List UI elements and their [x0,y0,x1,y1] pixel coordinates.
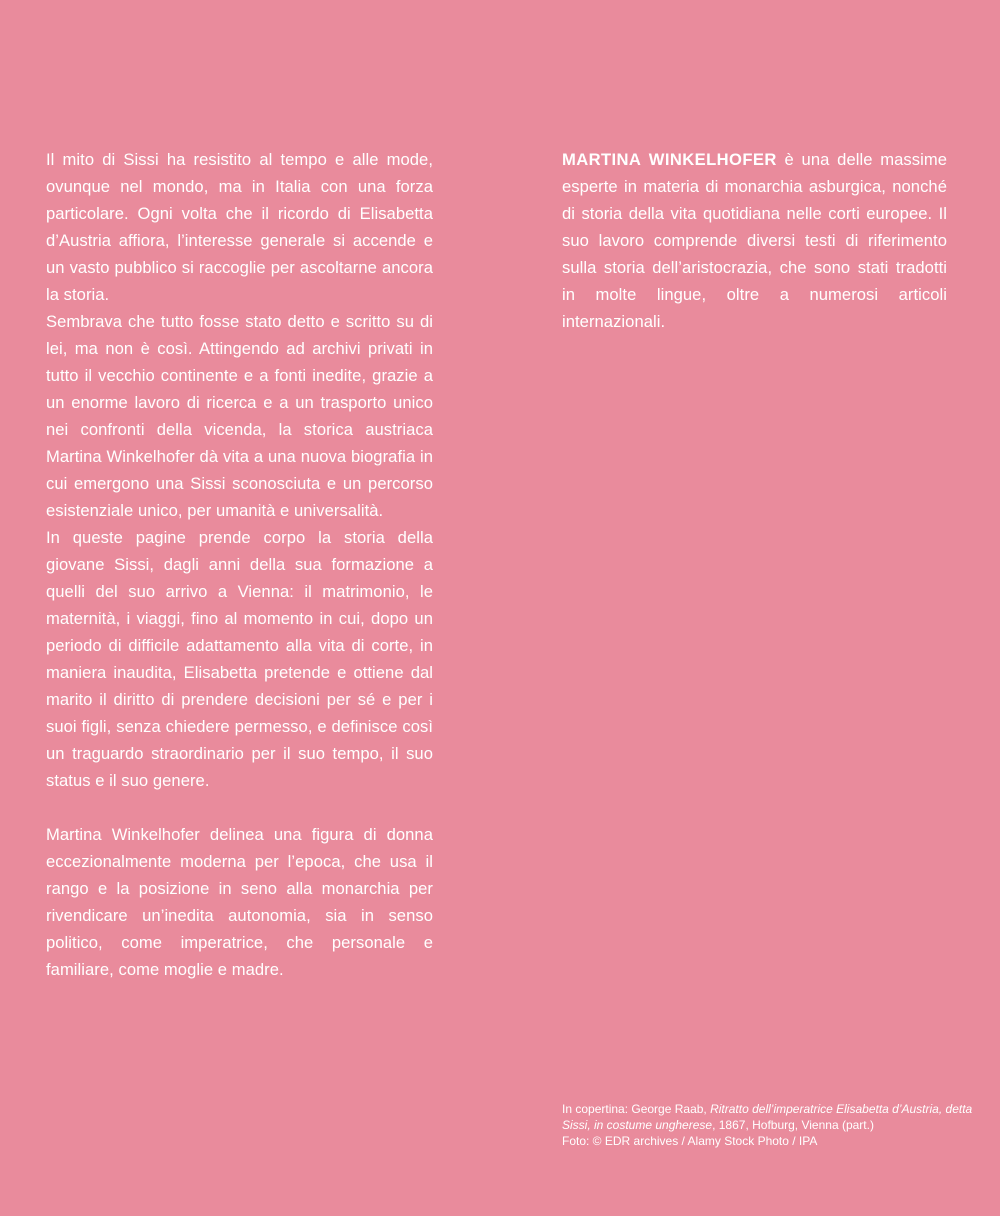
synopsis-paragraph-2: Sembrava che tutto fosse stato detto e scritto su di lei, ma non è così. Attingendo ad archivi privati in tutto il vecchio continente e a fonti inedite, grazie a un enorme lavoro di ricerca e a un trasporto unico nei confronti della vicenda, la storica austriaca Martina Winkelhofer dà vita a una nuova biografia in cui emergono una Sissi sconosciuta e un percorso esistenziale unico, per umanità e universalità. [46,312,433,520]
author-bio-text: è una delle massime esperte in materia di monarchia asburgica, nonché di storia della vita quotidiana nelle corti europee. Il suo lavoro comprende diversi testi di riferimento sulla storia dell’aristocrazia, che sono stati tradotti in molte lingue, oltre a numerosi articoli internazionali. [562,150,947,331]
author-biography [562,146,947,335]
credit-suffix: , 1867, Hofburg, Vienna (part.) [712,1118,874,1132]
synopsis-paragraph-4: Martina Winkelhofer delinea una figura di donna eccezionalmente moderna per l’epoca, che usa il rango e la posizione in seno alla monarchia per rivendicare un’inedita autonomia, sia in senso politico, come imperatrice, che personale e familiare, come moglie e madre. [46,825,433,979]
author-name: MARTINA WINKELHOFER [562,150,777,169]
author-column [562,146,947,335]
synopsis-column [46,146,433,983]
synopsis-paragraph-3: In queste pagine prende corpo la storia della giovane Sissi, dagli anni della sua formazione a quelli del suo arrivo a Vienna: il matrimonio, le maternità, i viaggi, fino al momento in cui, dopo un periodo di difficile adattamento alla vita di corte, in maniera inaudita, Elisabetta pretende e ottiene dal marito il diritto di prendere decisioni per sé e per i suoi figli, senza chiedere permesso, e definisce così un traguardo straordinario per il suo tempo, il suo status e il suo genere. [46,528,433,790]
artwork-title: Ritratto dell’imperatrice Elisabetta d’Austria, detta Sissi, in costume ungherese [562,1102,973,1132]
synopsis-paragraph-1: Il mito di Sissi ha resistito al tempo e alle mode, ovunque nel mondo, ma in Italia con una forza particolare. Ogni volta che il ricordo di Elisabetta d’Austria affiora, l’interesse generale si accende e un vasto pubblico si raccoglie per ascoltarne ancora la storia. [46,150,433,304]
cover-credits [562,1101,982,1149]
paragraph-spacer [46,794,433,821]
photo-credit: Foto: © EDR archives / Alamy Stock Photo / IPA [562,1134,818,1148]
cover-image-credit [562,1101,982,1133]
credit-prefix: In copertina: George Raab, [562,1102,711,1116]
